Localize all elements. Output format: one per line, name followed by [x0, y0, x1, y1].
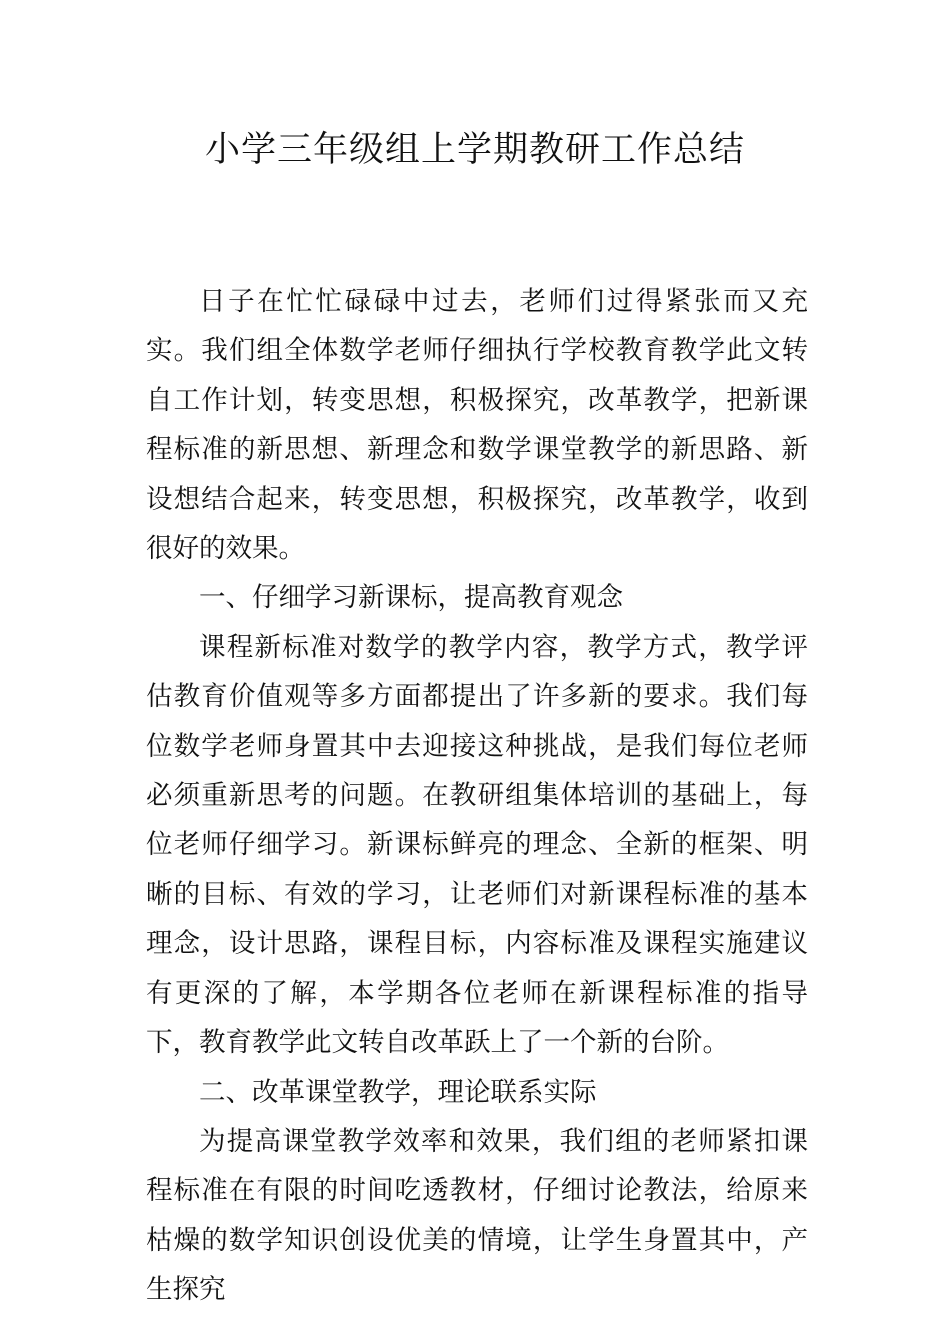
section-heading-2: 二、改革课堂教学，理论联系实际 — [199, 1076, 597, 1108]
document-body — [146, 277, 808, 1315]
document-title: 小学三年级组上学期教研工作总结 — [204, 130, 745, 170]
paragraph-intro: 日子在忙忙碌碌中过去，老师们过得紧张而又充实。我们组全体数学老师仔细执行学校教育教学此文转自工作计划，转变思想，积极探究，改革教学，把新课程标准的新思想、新理念和数学课堂教学的新思路、新设想结合起来，转变思想，积极探究，改革教学，收到很好的效果。 — [146, 286, 808, 565]
section-heading-1: 一、仔细学习新课标，提高教育观念 — [199, 582, 623, 614]
paragraph-section-2: 为提高课堂教学效率和效果，我们组的老师紧扣课程标准在有限的时间吃透教材，仔细讨论教法，给原来枯燥的数学知识创设优美的情境，让学生身置其中，产生探究 — [146, 1125, 808, 1306]
paragraph-section-1: 课程新标准对数学的教学内容，教学方式，教学评估教育价值观等多方面都提出了许多新的要求。我们每位数学老师身置其中去迎接这种挑战，是我们每位老师必须重新思考的问题。在教研组集体培训的基础上，每位老师仔细学习。新课标鲜亮的理念、全新的框架、明晰的目标、有效的学习，让老师们对新课程标准的基本理念，设计思路，课程目标，内容标准及课程实施建议有更深的了解，本学期各位老师在新课程标准的指导下，教育教学此文转自改革跃上了一个新的台阶。 — [146, 631, 808, 1059]
